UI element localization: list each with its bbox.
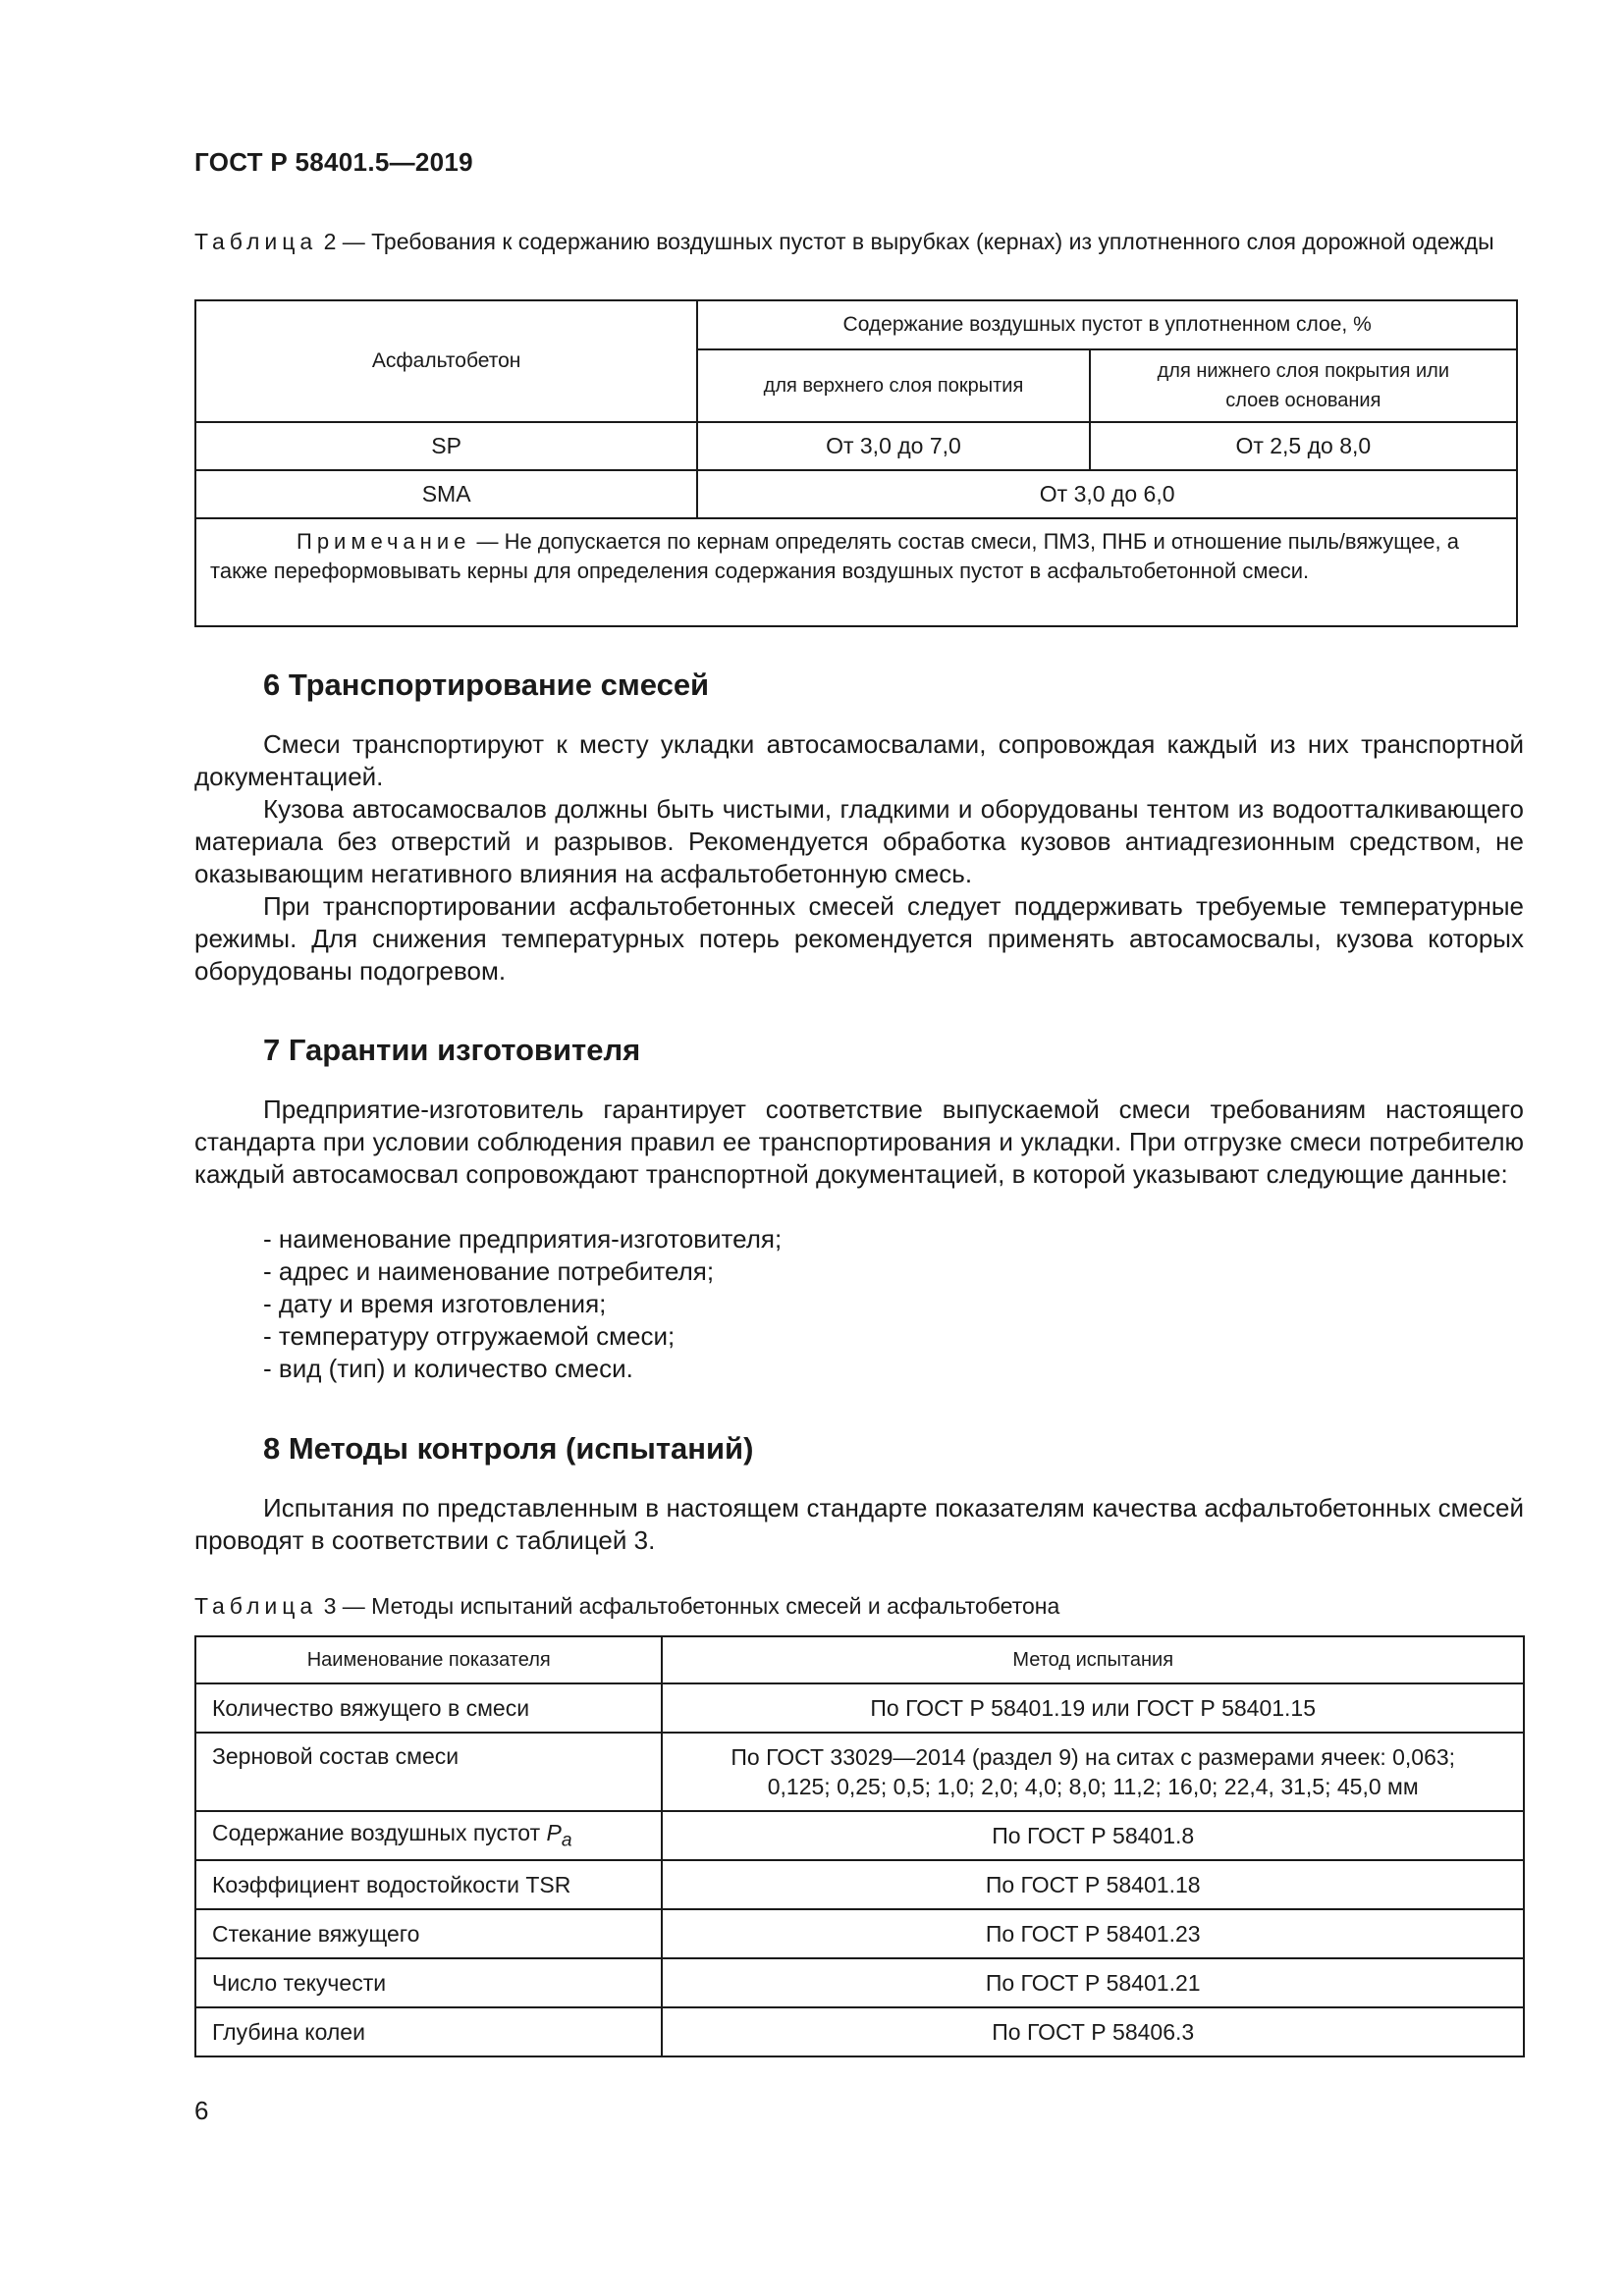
table2: [194, 299, 1518, 627]
section8-title: 8 Методы контроля (испытаний): [263, 1431, 754, 1466]
table3-cell-method: По ГОСТ Р 58401.23: [662, 1909, 1524, 1958]
table3-cell-method: По ГОСТ Р 58401.18: [662, 1860, 1524, 1909]
table-row: [195, 1733, 1524, 1811]
table2-cell-merged: От 3,0 до 6,0: [697, 470, 1517, 518]
table2-cell-name: SP: [195, 422, 697, 470]
table-row: [195, 1909, 1524, 1958]
table2-cell-top: От 3,0 до 7,0: [697, 422, 1089, 470]
symbol-pa: P: [546, 1819, 562, 1845]
table3-cell-name: Стекание вяжущего: [195, 1909, 662, 1958]
table3-cell-name: Число текучести: [195, 1958, 662, 2007]
table-row: [195, 2007, 1524, 2056]
table3-cell-method: По ГОСТ 33029—2014 (раздел 9) на ситах с размерами ячеек: 0,063; 0,125; 0,25; 0,5; 1,0; 2,0; 4,0; 8,0; 11,2; 16,0; 22,4, 31,5; 45,0 мм: [662, 1733, 1524, 1811]
table3-caption-text: 3 — Методы испытаний асфальтобетонных смесей и асфальтобетона: [317, 1593, 1060, 1619]
table-row: [195, 1811, 1524, 1860]
table2-header-asphalt: Асфальтобетон: [195, 300, 697, 422]
section6-paragraph: Кузова автосамосвалов должны быть чистыми, гладкими и оборудованы тентом из водоотталкивающего материала без отверстий и разрывов. Рекомендуется обработка кузовов антиадгезионным средством, не оказывающим негативного влияния на асфальтобетонную смесь.: [194, 794, 1524, 888]
table2-cell-name: SMA: [195, 470, 697, 518]
table3-cell-method: По ГОСТ Р 58406.3: [662, 2007, 1524, 2056]
table2-caption-label: Таблица: [194, 229, 318, 254]
document-header: ГОСТ Р 58401.5—2019: [194, 147, 473, 177]
list-item: - дату и время изготовления;: [263, 1289, 607, 1318]
table2-row: [195, 470, 1517, 518]
table2-row: [195, 422, 1517, 470]
table2-header-bottom-layer: для нижнего слоя покрытия или слоев основания: [1090, 349, 1517, 422]
table3-caption-label: Таблица: [194, 1593, 318, 1619]
list-item: - вид (тип) и количество смеси.: [263, 1354, 633, 1383]
list-item: - температуру отгружаемой смеси;: [263, 1321, 676, 1351]
table3-cell-name: Коэффициент водостойкости TSR: [195, 1860, 662, 1909]
section7-paragraph: Предприятие-изготовитель гарантирует соответствие выпускаемой смеси требованиям настоящего стандарта при условии соблюдения правил ее транспортирования и укладки. При отгрузке смеси потребителю каждый автосамосвал сопровождают транспортной документацией, в которой указывают следующие данные:: [194, 1095, 1524, 1189]
table2-header-top-layer: для верхнего слоя покрытия: [697, 349, 1089, 422]
table-row: [195, 1860, 1524, 1909]
table3-header-name: Наименование показателя: [195, 1636, 662, 1683]
table3-caption: [194, 1590, 1059, 1623]
table3-cell-method: По ГОСТ Р 58401.8: [662, 1811, 1524, 1860]
section6-paragraph: При транспортировании асфальтобетонных смесей следует поддерживать требуемые температурные режимы. Для снижения температурных потерь рекомендуется применять автосамосвалы, кузова которых оборудованы подогревом.: [194, 891, 1524, 986]
table3-cell-method: По ГОСТ Р 58401.19 или ГОСТ Р 58401.15: [662, 1683, 1524, 1733]
section6-title: 6 Транспортирование смесей: [263, 667, 710, 702]
page-number: 6: [194, 2096, 209, 2125]
table2-note-label: Примечание: [297, 529, 471, 554]
section7-title: 7 Гарантии изготовителя: [263, 1033, 641, 1067]
table3-cell-name: Глубина колеи: [195, 2007, 662, 2056]
table3-cell-method: По ГОСТ Р 58401.21: [662, 1958, 1524, 2007]
table3-cell-name: Содержание воздушных пустот $P_a$: [195, 1811, 662, 1860]
table2-caption: [194, 226, 1530, 258]
table2-cell-bottom: От 2,5 до 8,0: [1090, 422, 1517, 470]
list-item: - адрес и наименование потребителя;: [263, 1256, 715, 1286]
table3-header-method: Метод испытания: [662, 1636, 1524, 1683]
table-row: [195, 1683, 1524, 1733]
table3-cell-name: Зерновой состав смеси: [195, 1733, 662, 1811]
table2-caption-text: 2 — Требования к содержанию воздушных пустот в вырубках (кернах) из уплотненного слоя дорожной одежды: [317, 229, 1494, 254]
table3-cell-name: Количество вяжущего в смеси: [195, 1683, 662, 1733]
section8-paragraph: Испытания по представленным в настоящем стандарте показателям качества асфальтобетонных смесей проводят в соответствии с таблицей 3.: [194, 1493, 1524, 1555]
list-item: - наименование предприятия-изготовителя;: [263, 1224, 783, 1254]
section6-paragraph: Смеси транспортируют к месту укладки автосамосвалами, сопровождая каждый из них транспортной документацией.: [194, 729, 1524, 791]
table2-note: [195, 518, 1517, 626]
table2-header-group: Содержание воздушных пустот в уплотненном слое, %: [697, 300, 1517, 349]
table2-note-text: — Не допускается по кернам определять состав смеси, ПМЗ, ПНБ и отношение пыль/вяжущее, а также переформовывать керны для определения содержания воздушных пустот в асфальтобетонной смеси.: [210, 529, 1459, 583]
table-row: [195, 1958, 1524, 2007]
table3: [194, 1635, 1525, 2057]
